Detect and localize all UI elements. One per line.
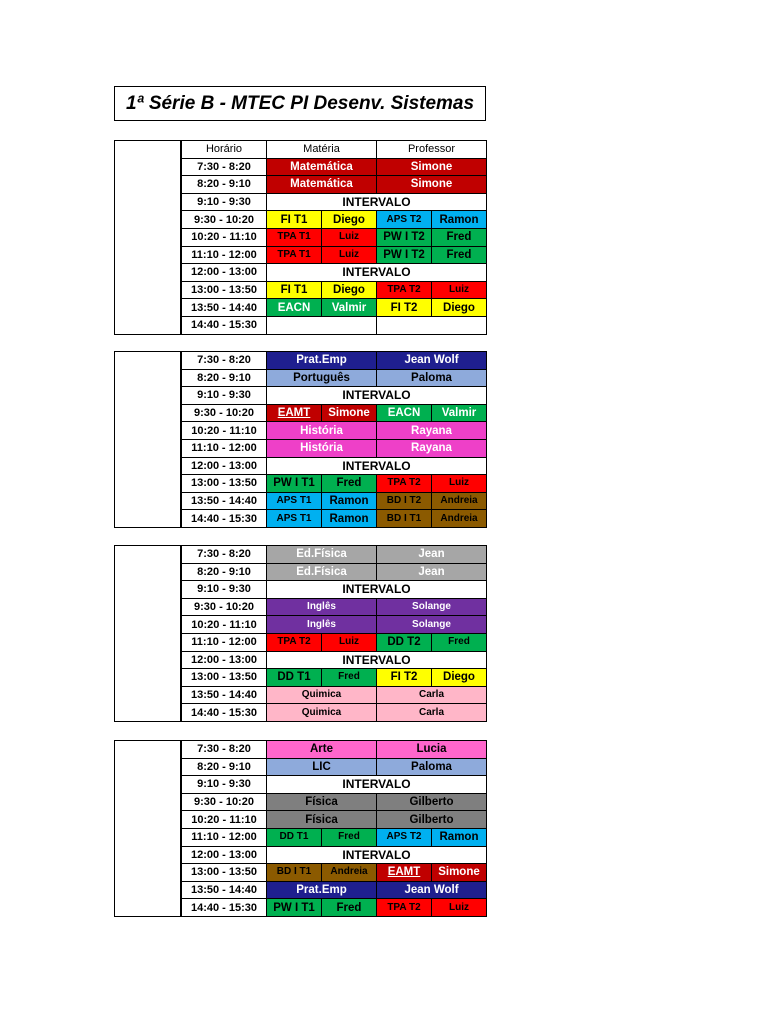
class-cell: EAMT xyxy=(377,864,432,882)
class-cell: TPA T2 xyxy=(377,475,432,493)
class-cell: Fred xyxy=(322,475,377,493)
table-row xyxy=(182,881,487,899)
time-slot: 9:30 - 10:20 xyxy=(182,404,267,422)
day-label-cell xyxy=(114,740,181,917)
class-cell: Luiz xyxy=(432,475,487,493)
class-cell: Fred xyxy=(432,246,487,264)
class-cell: FI T1 xyxy=(267,211,322,229)
class-cell: APS T1 xyxy=(267,492,322,510)
table-row xyxy=(182,651,487,669)
class-cell: TPA T2 xyxy=(377,899,432,917)
class-cell: Jean xyxy=(377,563,487,581)
time-slot: 13:00 - 13:50 xyxy=(182,669,267,687)
class-cell: APS T1 xyxy=(267,510,322,528)
class-cell: BD I T2 xyxy=(377,492,432,510)
class-cell: Prat.Emp xyxy=(267,352,377,370)
class-cell: Física xyxy=(267,811,377,829)
class-cell: TPA T1 xyxy=(267,246,322,264)
class-cell: Matemática xyxy=(267,176,377,194)
day-label-cell xyxy=(114,351,181,528)
header-row xyxy=(182,141,487,159)
schedule-table xyxy=(181,140,487,335)
time-slot: 11:10 - 12:00 xyxy=(182,439,267,457)
table-row xyxy=(182,828,487,846)
class-cell: História xyxy=(267,422,377,440)
class-cell: Jean Wolf xyxy=(377,881,487,899)
time-slot: 14:40 - 15:30 xyxy=(182,316,267,334)
table-row xyxy=(182,811,487,829)
time-slot: 9:30 - 10:20 xyxy=(182,598,267,616)
class-cell: BD I T1 xyxy=(377,510,432,528)
class-cell: Paloma xyxy=(377,758,487,776)
time-slot: 8:20 - 9:10 xyxy=(182,563,267,581)
table-row xyxy=(182,246,487,264)
class-cell: Fred xyxy=(432,228,487,246)
table-row xyxy=(182,704,487,722)
class-cell: Valmir xyxy=(432,404,487,422)
class-cell: BD I T1 xyxy=(267,864,322,882)
class-cell: TPA T2 xyxy=(377,281,432,299)
time-slot: 13:00 - 13:50 xyxy=(182,475,267,493)
class-cell: Andreia xyxy=(322,864,377,882)
table-row xyxy=(182,616,487,634)
table-row xyxy=(182,846,487,864)
class-cell: Luiz xyxy=(432,899,487,917)
class-cell: Valmir xyxy=(322,299,377,317)
header-time: Horário xyxy=(182,141,267,159)
class-cell: Andreia xyxy=(432,510,487,528)
time-slot: 9:30 - 10:20 xyxy=(182,211,267,229)
class-cell: PW I T1 xyxy=(267,475,322,493)
time-slot: 8:20 - 9:10 xyxy=(182,369,267,387)
time-slot: 9:10 - 9:30 xyxy=(182,581,267,599)
class-cell xyxy=(377,316,487,334)
time-slot: 7:30 - 8:20 xyxy=(182,352,267,370)
class-cell: EAMT xyxy=(267,404,322,422)
table-row xyxy=(182,299,487,317)
class-cell: Prat.Emp xyxy=(267,881,377,899)
class-cell: Rayana xyxy=(377,422,487,440)
class-cell: EACN xyxy=(377,404,432,422)
class-cell: LIC xyxy=(267,758,377,776)
time-slot: 14:40 - 15:30 xyxy=(182,510,267,528)
class-cell: Física xyxy=(267,793,377,811)
time-slot: 14:40 - 15:30 xyxy=(182,704,267,722)
table-row xyxy=(182,899,487,917)
break-cell: INTERVALO xyxy=(267,651,487,669)
day-label-cell xyxy=(114,140,181,335)
header-subject: Matéria xyxy=(267,141,377,159)
class-cell: DD T1 xyxy=(267,828,322,846)
break-cell: INTERVALO xyxy=(267,776,487,794)
time-slot: 11:10 - 12:00 xyxy=(182,246,267,264)
class-cell: Fred xyxy=(322,899,377,917)
class-cell: APS T2 xyxy=(377,828,432,846)
class-cell: História xyxy=(267,439,377,457)
table-row xyxy=(182,546,487,564)
class-cell: Gilberto xyxy=(377,793,487,811)
table-row xyxy=(182,352,487,370)
time-slot: 13:50 - 14:40 xyxy=(182,686,267,704)
class-cell: DD T1 xyxy=(267,669,322,687)
table-row xyxy=(182,281,487,299)
class-cell: Diego xyxy=(432,669,487,687)
class-cell: Solange xyxy=(377,598,487,616)
table-row xyxy=(182,193,487,211)
break-cell: INTERVALO xyxy=(267,264,487,282)
class-cell xyxy=(267,316,377,334)
class-cell: DD T2 xyxy=(377,633,432,651)
time-slot: 9:10 - 9:30 xyxy=(182,387,267,405)
table-row xyxy=(182,439,487,457)
time-slot: 12:00 - 13:00 xyxy=(182,264,267,282)
class-cell: Rayana xyxy=(377,439,487,457)
class-cell: Fred xyxy=(322,669,377,687)
class-cell: Ramon xyxy=(432,828,487,846)
class-cell: Inglês xyxy=(267,598,377,616)
class-cell: PW I T2 xyxy=(377,246,432,264)
class-cell: Simone xyxy=(322,404,377,422)
class-cell: FI T2 xyxy=(377,299,432,317)
table-row xyxy=(182,686,487,704)
table-row xyxy=(182,176,487,194)
time-slot: 12:00 - 13:00 xyxy=(182,846,267,864)
table-row xyxy=(182,228,487,246)
table-row xyxy=(182,475,487,493)
class-cell: Jean xyxy=(377,546,487,564)
class-cell: Luiz xyxy=(322,228,377,246)
time-slot: 10:20 - 11:10 xyxy=(182,422,267,440)
table-row xyxy=(182,669,487,687)
class-cell: FI T2 xyxy=(377,669,432,687)
time-slot: 14:40 - 15:30 xyxy=(182,899,267,917)
class-cell: Andreia xyxy=(432,492,487,510)
time-slot: 7:30 - 8:20 xyxy=(182,546,267,564)
table-row xyxy=(182,422,487,440)
table-row xyxy=(182,793,487,811)
time-slot: 13:50 - 14:40 xyxy=(182,492,267,510)
class-cell: TPA T2 xyxy=(267,633,322,651)
class-cell: FI T1 xyxy=(267,281,322,299)
class-cell: Ramon xyxy=(322,492,377,510)
time-slot: 13:50 - 14:40 xyxy=(182,299,267,317)
time-slot: 9:10 - 9:30 xyxy=(182,776,267,794)
class-cell: Carla xyxy=(377,686,487,704)
class-cell: Quimica xyxy=(267,686,377,704)
schedule-table xyxy=(181,351,487,528)
class-cell: Carla xyxy=(377,704,487,722)
table-row xyxy=(182,563,487,581)
time-slot: 7:30 - 8:20 xyxy=(182,741,267,759)
time-slot: 12:00 - 13:00 xyxy=(182,651,267,669)
time-slot: 12:00 - 13:00 xyxy=(182,457,267,475)
table-row xyxy=(182,158,487,176)
time-slot: 8:20 - 9:10 xyxy=(182,758,267,776)
header-teacher: Professor xyxy=(377,141,487,159)
class-cell: Diego xyxy=(432,299,487,317)
time-slot: 13:50 - 14:40 xyxy=(182,881,267,899)
time-slot: 10:20 - 11:10 xyxy=(182,228,267,246)
break-cell: INTERVALO xyxy=(267,581,487,599)
time-slot: 11:10 - 12:00 xyxy=(182,633,267,651)
table-row xyxy=(182,776,487,794)
time-slot: 10:20 - 11:10 xyxy=(182,811,267,829)
class-cell: Simone xyxy=(432,864,487,882)
class-cell: Paloma xyxy=(377,369,487,387)
class-cell: Solange xyxy=(377,616,487,634)
break-cell: INTERVALO xyxy=(267,193,487,211)
table-row xyxy=(182,492,487,510)
table-row xyxy=(182,264,487,282)
class-cell: APS T2 xyxy=(377,211,432,229)
table-row xyxy=(182,457,487,475)
class-cell: Matemática xyxy=(267,158,377,176)
time-slot: 13:00 - 13:50 xyxy=(182,281,267,299)
break-cell: INTERVALO xyxy=(267,846,487,864)
class-cell: Luiz xyxy=(322,633,377,651)
class-cell: Simone xyxy=(377,176,487,194)
class-cell: TPA T1 xyxy=(267,228,322,246)
class-cell: Lucia xyxy=(377,741,487,759)
table-row xyxy=(182,211,487,229)
table-row xyxy=(182,387,487,405)
time-slot: 8:20 - 9:10 xyxy=(182,176,267,194)
class-cell: Ed.Física xyxy=(267,563,377,581)
class-cell: Diego xyxy=(322,211,377,229)
class-cell: EACN xyxy=(267,299,322,317)
schedule-table xyxy=(181,545,487,722)
time-slot: 13:00 - 13:50 xyxy=(182,864,267,882)
time-slot: 10:20 - 11:10 xyxy=(182,616,267,634)
table-row xyxy=(182,369,487,387)
class-cell: Gilberto xyxy=(377,811,487,829)
time-slot: 9:30 - 10:20 xyxy=(182,793,267,811)
table-row xyxy=(182,758,487,776)
class-cell: Arte xyxy=(267,741,377,759)
class-cell: Fred xyxy=(432,633,487,651)
class-cell: Inglês xyxy=(267,616,377,634)
table-row xyxy=(182,510,487,528)
time-slot: 7:30 - 8:20 xyxy=(182,158,267,176)
class-cell: Jean Wolf xyxy=(377,352,487,370)
table-row xyxy=(182,633,487,651)
table-row xyxy=(182,864,487,882)
table-row xyxy=(182,741,487,759)
day-label-cell xyxy=(114,545,181,722)
class-cell: Simone xyxy=(377,158,487,176)
table-row xyxy=(182,316,487,334)
table-row xyxy=(182,598,487,616)
table-row xyxy=(182,404,487,422)
class-cell: Ed.Física xyxy=(267,546,377,564)
break-cell: INTERVALO xyxy=(267,457,487,475)
class-cell: PW I T2 xyxy=(377,228,432,246)
class-cell: Luiz xyxy=(322,246,377,264)
break-cell: INTERVALO xyxy=(267,387,487,405)
class-cell: Ramon xyxy=(322,510,377,528)
time-slot: 11:10 - 12:00 xyxy=(182,828,267,846)
schedule-table xyxy=(181,740,487,917)
class-cell: Quimica xyxy=(267,704,377,722)
page-title: 1ª Série B - MTEC PI Desenv. Sistemas xyxy=(114,86,486,121)
table-row xyxy=(182,581,487,599)
time-slot: 9:10 - 9:30 xyxy=(182,193,267,211)
class-cell: Ramon xyxy=(432,211,487,229)
class-cell: Fred xyxy=(322,828,377,846)
class-cell: Diego xyxy=(322,281,377,299)
class-cell: Luiz xyxy=(432,281,487,299)
class-cell: PW I T1 xyxy=(267,899,322,917)
class-cell: Português xyxy=(267,369,377,387)
